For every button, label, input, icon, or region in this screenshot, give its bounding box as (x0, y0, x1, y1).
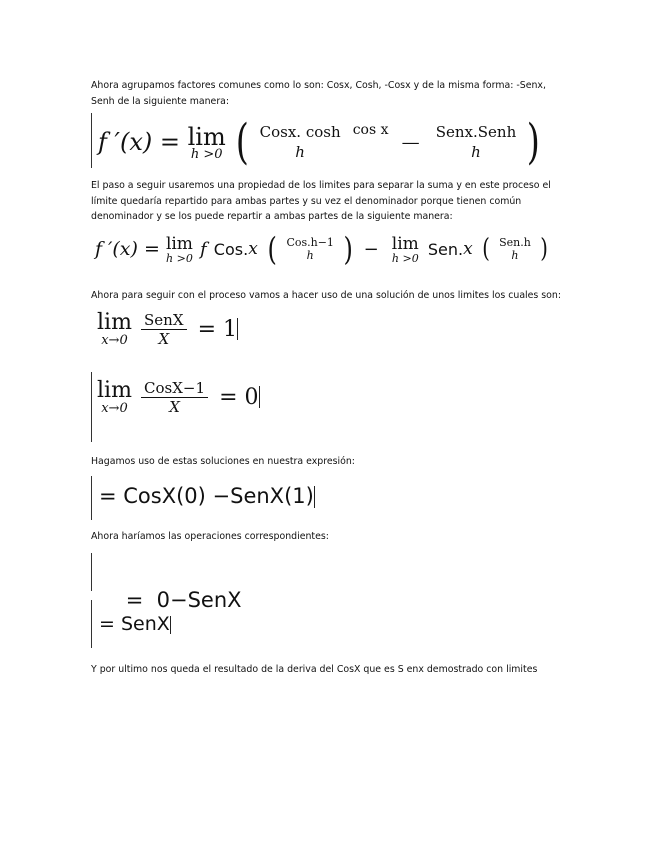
eq1-fraction-1 (257, 123, 344, 161)
paragraph-1: Ahora agrupamos factores comunes como lo son: Cosx, Cosh, -Cosx y de la misma forma: -Senx, Senh de la siguiente manera: (91, 80, 546, 107)
eq2-open-paren-1: ( (267, 230, 277, 268)
paragraph-3: Ahora para seguir con el proceso vamos a hacer uso de una solución de unos limites los cuales son: (91, 290, 562, 301)
eq4-numerator: CosX−1 (144, 378, 206, 397)
equation-2 (95, 230, 549, 272)
eq2-lim1-subscript: h >0 (166, 251, 193, 265)
eq3-lim-subscript: x→0 (101, 333, 128, 348)
eq1-denominator-1: h (295, 143, 305, 161)
equation-left-bar (91, 113, 92, 168)
text-cursor (259, 386, 260, 408)
equation-left-bar (91, 553, 92, 591)
eq2-denominator-2: h (511, 249, 519, 262)
eq1-minus: — (401, 131, 420, 153)
eq1-lim-label: lim (187, 122, 226, 151)
equation-4 (97, 378, 260, 430)
eq4-lim-label: lim (97, 378, 132, 403)
eq1-numerator-2: Senx.Senh (435, 123, 517, 141)
eq1-fraction-2 (433, 123, 520, 161)
eq1-denominator-2: h (471, 143, 481, 161)
eq5-expression: = CosX(0) −SenX(1) (99, 484, 314, 508)
eq1-limit (188, 123, 226, 162)
eq2-close-paren-1: ) (343, 230, 353, 268)
eq4-lim-subscript: x→0 (101, 401, 128, 416)
eq2-minus: − (363, 238, 379, 260)
eq1-close-paren: ) (527, 114, 541, 170)
equation-1 (98, 114, 543, 170)
eq3-rhs: = 1 (197, 316, 238, 342)
eq7-expression: = SenX (99, 613, 170, 635)
eq1-lhs: f ′(x) = (98, 128, 188, 156)
eq2-cos: Cos. (213, 239, 249, 259)
eq2-lim2-label: lim (391, 233, 419, 254)
eq2-fraction-2 (496, 236, 534, 262)
eq2-x1: x (248, 239, 258, 259)
eq2-denominator-1: h (306, 249, 314, 262)
equation-left-bar (91, 600, 92, 648)
eq2-sen: Sen. (427, 239, 464, 259)
eq4-fraction (141, 379, 208, 416)
eq2-open-paren-2: ( (482, 234, 490, 264)
eq2-numerator-2: Sen.h (499, 236, 531, 249)
paragraph-2: El paso a seguir usaremos una propiedad de los limites para separar la suma y en este proceso el límite quedaría repartido para ambas partes y su vez el denominador porque tienen común denominador y se los puede repartir a ambas partes de la siguiente manera: (91, 180, 551, 222)
equation-5 (99, 482, 315, 510)
eq2-close-paren-2: ) (540, 234, 548, 264)
text-cursor (237, 318, 238, 340)
eq4-rhs: = 0 (219, 384, 259, 410)
eq1-open-paren: ( (235, 114, 249, 170)
eq1-numerator-1: Cosx. cosh (259, 123, 341, 141)
eq2-x2: x (463, 239, 473, 259)
eq3-limit (97, 310, 132, 348)
eq3-denominator: X (158, 329, 170, 348)
eq1-cosx-term: cos x (352, 122, 389, 138)
equation-7 (99, 611, 171, 637)
eq2-limit-1 (166, 234, 193, 265)
eq3-numerator: SenX (144, 310, 184, 329)
eq2-fraction-1 (283, 236, 336, 262)
paragraph-4: Hagamos uso de estas soluciones en nuestra expresión: (91, 456, 355, 467)
eq3-fraction (141, 311, 187, 348)
eq2-lhs: f ′(x) = (95, 238, 166, 260)
equation-3 (97, 310, 238, 358)
paragraph-6: Y por ultimo nos queda el resultado de la deriva del CosX que es S enx demostrado con limites (91, 664, 538, 675)
equation-left-bar (91, 372, 92, 442)
eq4-limit (97, 378, 132, 416)
eq2-lim1-label: lim (165, 233, 193, 254)
eq2-numerator-1: Cos.h−1 (286, 236, 334, 249)
equation-left-bar (91, 476, 92, 520)
eq3-lim-label: lim (97, 310, 132, 335)
eq1-lim-subscript: h >0 (190, 146, 223, 162)
text-cursor (314, 486, 315, 508)
eq2-lim2-subscript: h >0 (391, 251, 419, 265)
paragraph-5: Ahora haríamos las operaciones correspondientes: (91, 531, 329, 542)
eq4-denominator: X (169, 397, 180, 416)
text-cursor (170, 616, 171, 634)
eq6-expression: = 0−SenX (125, 588, 242, 612)
eq2-f: f (200, 238, 207, 260)
eq2-limit-2 (392, 234, 419, 265)
